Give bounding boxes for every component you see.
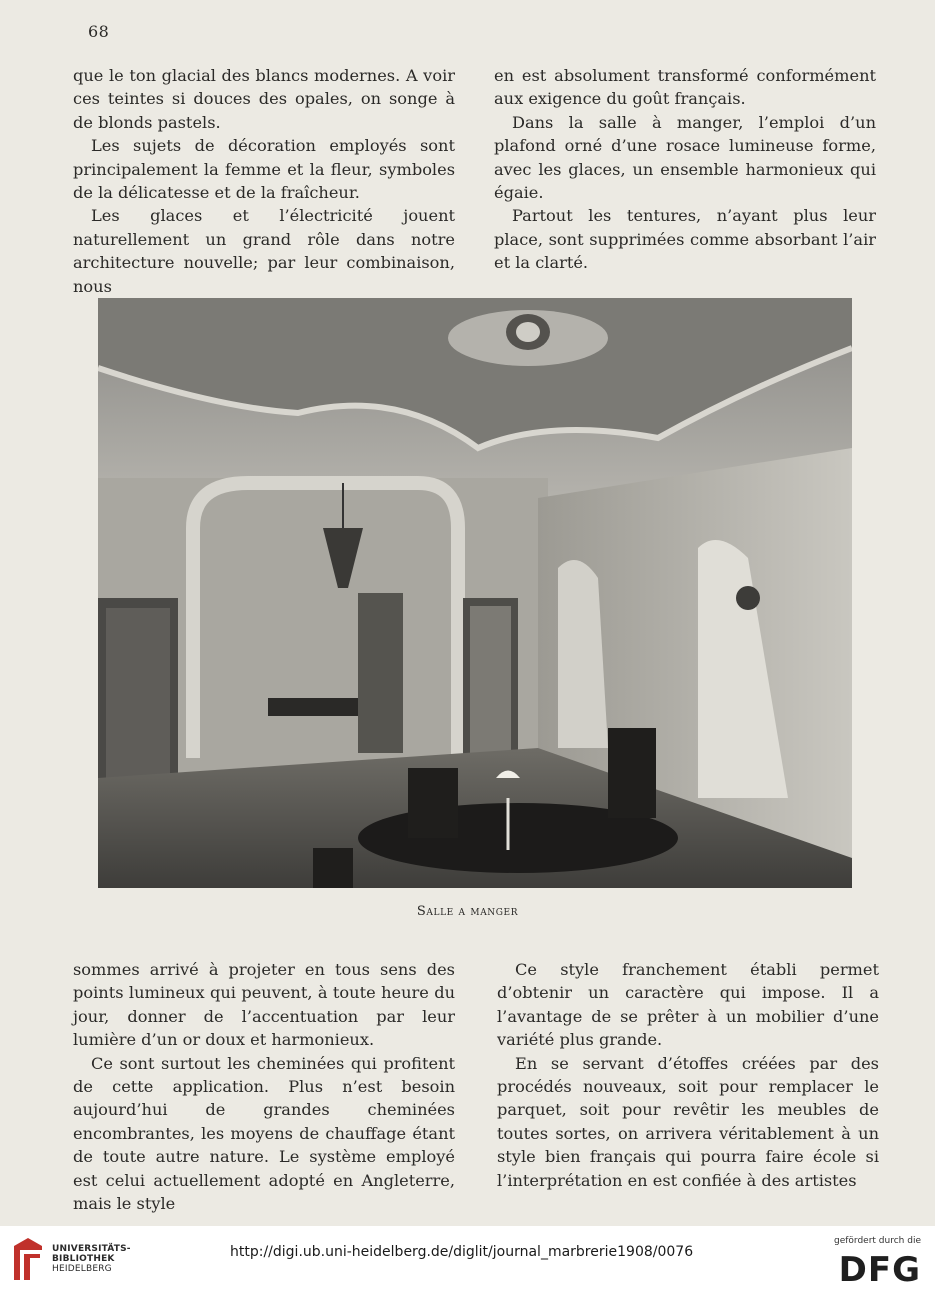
viewer-footer <box>0 1226 935 1295</box>
dining-room-photograph <box>98 298 852 888</box>
paragraph: Dans la salle à manger, l’emploi d’un plafond orné d’une rosace lumineuse forme, avec les glaces, un ensemble harmonieux qui égaie. <box>494 112 876 203</box>
paragraph: Les sujets de décoration employés sont principalement la femme et la fleur, symboles de la délicatesse et de la fraîcheur. <box>73 136 455 203</box>
paragraph: Partout les tentures, n’ayant plus leur place, sont supprimées comme absorbant l’air et la clarté. <box>494 206 876 273</box>
paragraph: Les glaces et l’électricité jouent naturellement un grand rôle dans notre architecture nouvelle; par leur combinaison, nous <box>73 206 455 296</box>
library-name-line: BIBLIOTHEK <box>52 1254 115 1264</box>
paragraph: sommes arrivé à projeter en tous sens des points lumineux qui peuvent, à toute heure du jour, donner de l’accentuation par leur lumière d’un or doux et harmonieux. <box>73 960 455 1050</box>
paragraph: Ce sont surtout les cheminées qui profitent de cette application. Plus n’est besoin aujourd’hui de grandes cheminées encombrantes, les moyens de chauffage étant de toute autre nature. Le système employé est celui actuellement adopté en Angleterre, mais le style <box>73 1053 455 1214</box>
page-url[interactable]: http://digi.ub.uni-heidelberg.de/diglit/journal_marbrerie1908/0076 <box>230 1244 694 1260</box>
text-column-bottom-left <box>73 958 455 1215</box>
library-name-line: UNIVERSITÄTS- <box>52 1244 131 1254</box>
paragraph: Ce style franchement établi permet d’obtenir un caractère qui impose. Il a l’avantage de se prêter à un mobilier d’une variété plus grande. <box>497 960 879 1050</box>
paragraph: en est absolument transformé conformément aux exigence du goût français. <box>494 66 876 109</box>
text-column-bottom-right <box>497 958 879 1192</box>
page-number: 68 <box>88 22 110 41</box>
text-column-top-right <box>494 64 876 275</box>
university-library-name <box>52 1244 131 1274</box>
dfg-logo: DFG <box>838 1250 921 1290</box>
funding-note: gefördert durch die <box>834 1236 921 1246</box>
text-column-top-left <box>73 64 455 298</box>
library-name-line: HEIDELBERG <box>52 1264 112 1274</box>
paragraph: que le ton glacial des blancs modernes. A voir ces teintes si douces des opales, on songe à de blonds pastels. <box>73 66 455 132</box>
paragraph: En se servant d’étoffes créées par des procédés nouveaux, soit pour remplacer le parquet, soit pour revêtir les meubles de toutes sortes, on arrivera véritablement à un style bien français qui pourra faire école si l’interprétation en est confiée à des artistes <box>497 1053 879 1190</box>
figure-caption: Salle a manger <box>416 904 519 919</box>
university-library-logo-icon <box>10 1236 46 1284</box>
dining-room-illustration <box>98 298 852 888</box>
